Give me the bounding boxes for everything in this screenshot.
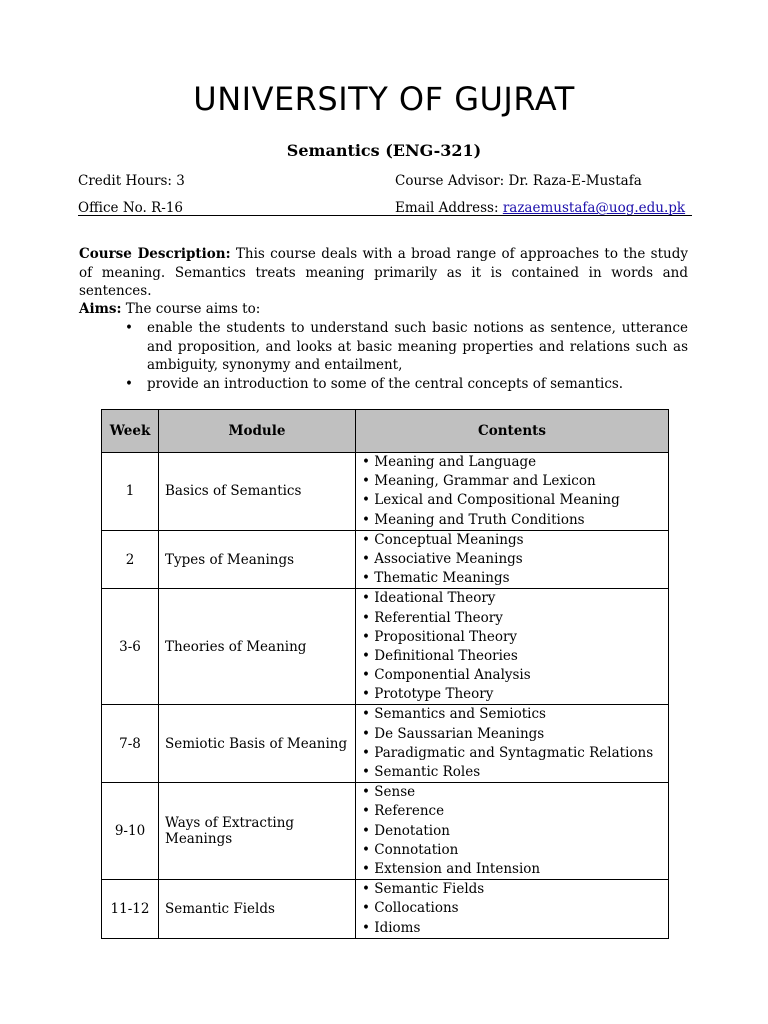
table-row	[102, 530, 669, 589]
aims-heading	[79, 300, 688, 319]
module-cell: Semiotic Basis of Meaning	[159, 705, 356, 783]
contents-item: • Denotation	[362, 822, 450, 839]
bullet-icon: •	[362, 784, 375, 801]
bullet-icon: •	[362, 764, 375, 780]
contents-item: • Associative Meanings	[362, 550, 523, 567]
bullet-icon: •	[362, 725, 375, 742]
module-cell: Semantic Fields	[159, 880, 356, 939]
table-row	[102, 705, 669, 783]
contents-item: • Conceptual Meanings	[362, 531, 524, 548]
aims-intro: The course aims to:	[121, 301, 261, 317]
university-title: UNIVERSITY OF GUJRAT	[193, 80, 575, 118]
course-schedule-table	[101, 409, 669, 939]
credit-hours: Credit Hours: 3	[78, 173, 185, 189]
bullet-icon: •	[362, 647, 375, 664]
contents-cell	[356, 783, 669, 880]
contents-item: • Meaning, Grammar and Lexicon	[362, 473, 596, 490]
aims-item: • provide an introduction to some of the central concepts of semantics.	[125, 375, 624, 392]
table-row	[102, 589, 669, 705]
contents-item: • Propositional Theory	[362, 628, 518, 645]
contents-item: • Ideational Theory	[362, 590, 496, 607]
contents-item: • Semantics and Semiotics	[362, 706, 546, 723]
header-week: Week	[102, 410, 159, 453]
description-label: Course Description:	[79, 246, 231, 262]
bullet-icon: •	[362, 860, 375, 877]
table-row	[102, 880, 669, 939]
office-number: Office No. R-16	[78, 200, 184, 216]
contents-cell	[356, 530, 669, 589]
bullet-icon: •	[362, 511, 375, 528]
header-divider	[78, 215, 692, 216]
module-cell: Ways of Extracting Meanings	[159, 783, 356, 880]
bullet-icon: •	[362, 881, 375, 898]
contents-item: • Lexical and Compositional Meaning	[362, 492, 620, 509]
module-cell: Basics of Semantics	[159, 453, 356, 531]
week-cell: 11-12	[102, 880, 159, 939]
module-cell: Theories of Meaning	[159, 589, 356, 705]
aims-item: • enable the students to understand such basic notions as sentence, utterance and proposition, and looks at basic meaning properties and relations such as ambiguity, synonymy and entailment,	[125, 320, 688, 373]
bullet-icon: •	[362, 744, 375, 761]
bullet-icon: •	[362, 803, 375, 820]
email-link[interactable]: razaemustafa@uog.edu.pk	[502, 200, 686, 216]
contents-item: • Sense	[362, 784, 416, 801]
header-module: Module	[159, 410, 356, 453]
contents-item: • Prototype Theory	[362, 686, 494, 703]
description-text: This course deals with a broad range of approaches to the study of meaning. Semantics treats meaning primarily as it is contained in words and sentences.	[79, 246, 689, 299]
contents-item: • Reference	[362, 803, 445, 820]
bullet-icon: •	[125, 375, 133, 392]
aims-list	[125, 319, 688, 393]
bullet-icon: •	[362, 686, 375, 703]
bullet-icon: •	[125, 320, 133, 336]
bullet-icon: •	[362, 667, 375, 684]
table-header-row	[102, 410, 669, 453]
contents-item: • Meaning and Truth Conditions	[362, 511, 585, 528]
bullet-icon: •	[362, 531, 375, 548]
course-title: Semantics (ENG-321)	[286, 141, 482, 160]
bullet-icon: •	[362, 609, 375, 626]
week-cell: 7-8	[102, 705, 159, 783]
aims-label: Aims:	[79, 301, 122, 317]
contents-cell	[356, 880, 669, 939]
contents-cell	[356, 453, 669, 531]
bullet-icon: •	[362, 822, 375, 839]
week-cell: 9-10	[102, 783, 159, 880]
table-row	[102, 783, 669, 880]
bullet-icon: •	[362, 919, 375, 936]
contents-item: • Semantic Roles	[362, 764, 481, 780]
course-advisor: Course Advisor: Dr. Raza-E-Mustafa	[395, 173, 642, 189]
bullet-icon: •	[362, 492, 375, 509]
contents-item: • Collocations	[362, 900, 459, 917]
email-row	[395, 200, 685, 216]
contents-item: • Thematic Meanings	[362, 570, 510, 587]
contents-item: • De Saussarian Meanings	[362, 725, 545, 742]
bullet-icon: •	[362, 454, 375, 470]
bullet-icon: •	[362, 570, 375, 587]
bullet-icon: •	[362, 628, 375, 645]
contents-item: • Referential Theory	[362, 609, 503, 626]
email-label: Email Address:	[395, 200, 503, 216]
contents-cell	[356, 589, 669, 705]
contents-item: • Semantic Fields	[362, 881, 485, 898]
bullet-icon: •	[362, 706, 375, 723]
module-cell: Types of Meanings	[159, 530, 356, 589]
contents-item: • Idioms	[362, 919, 421, 936]
bullet-icon: •	[362, 550, 375, 567]
table-row	[102, 453, 669, 531]
bullet-icon: •	[362, 590, 375, 607]
header-contents: Contents	[356, 410, 669, 453]
week-cell: 2	[102, 530, 159, 589]
week-cell: 1	[102, 453, 159, 531]
contents-item: • Paradigmatic and Syntagmatic Relations	[362, 744, 654, 761]
contents-item: • Meaning and Language	[362, 454, 537, 470]
course-description	[79, 245, 688, 301]
contents-item: • Componential Analysis	[362, 667, 531, 684]
contents-cell	[356, 705, 669, 783]
contents-item: • Connotation	[362, 841, 459, 858]
bullet-icon: •	[362, 841, 375, 858]
bullet-icon: •	[362, 900, 375, 917]
contents-item: • Extension and Intension	[362, 860, 541, 877]
bullet-icon: •	[362, 473, 375, 490]
contents-item: • Definitional Theories	[362, 647, 518, 664]
week-cell: 3-6	[102, 589, 159, 705]
